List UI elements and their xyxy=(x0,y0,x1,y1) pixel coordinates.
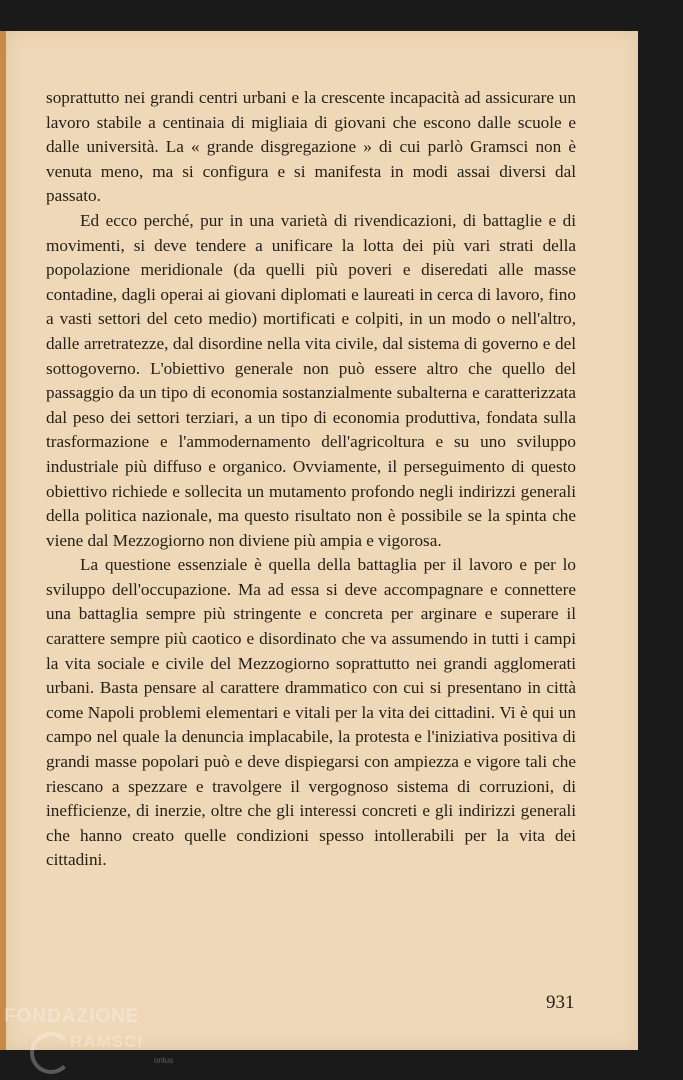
paragraph-1: soprattutto nei grandi centri urbani e la crescente incapacità ad assicurare un lavoro stabile a centinaia di migliaia di giovani che escono dalle scuole e dalle università. La « grande disgregazione » di cui parlò Gramsci non è venuta meno, ma si configura e si manifesta in modi assai diversi dal passato. xyxy=(46,88,576,206)
watermark-line-1: FONDAZIONE xyxy=(4,1006,140,1027)
body-text xyxy=(46,86,576,873)
paragraph-2: Ed ecco perché, pur in una varietà di rivendicazioni, di battaglie e di movimenti, si deve tendere a unificare la lotta dei più vari strati della popolazione meridionale (da quelli più poveri e diseredati alle masse contadine, dagli operai ai giovani diplomati e laureati in cerca di lavoro, fino a vasti settori del ceto medio) mortificati e colpiti, in un modo o nell'altro, dalle arretratezze, dal disordine nella vita civile, dal sistema di governo e del sottogoverno. L'obiettivo generale non può essere altro che quello del passaggio da un tipo di economia sostanzialmente subalterna e caratterizzata dal peso dei settori terziari, a un tipo di economia produttiva, fondata sulla trasformazione e l'ammodernamento dell'agricoltura e su uno sviluppo industriale più diffuso e organico. Ovviamente, il perseguimento di questo obiettivo richiede e sollecita un mutamento profondo negli indirizzi generali della politica nazionale, ma questo risultato non è possibile se la spinta che viene dal Mezzogiorno non diviene più ampia e vigorosa. xyxy=(46,210,576,550)
watermark-logo xyxy=(4,1006,194,1076)
watermark-line-2: RAMSCI xyxy=(70,1032,144,1051)
watermark-line-3: onlus xyxy=(154,1056,174,1065)
page-number: 931 xyxy=(546,992,575,1013)
watermark-g-icon xyxy=(30,1032,72,1074)
paragraph-3: La questione essenziale è quella della battaglia per il lavoro e per lo sviluppo dell'occupazione. Ma ad essa si deve accompagnare e connettere una battaglia sempre più stringente e concreta per arginare e superare il carattere sempre più caotico e disordinato che va assumendo in tutti i campi la vita sociale e civile del Mezzogiorno soprattutto nei grandi agglomerati urbani. Basta pensare al carattere drammatico con cui si presentano in città come Napoli problemi elementari e vitali per la vita dei cittadini. Vi è qui un campo nel quale la denuncia implacabile, la protesta e l'iniziativa positiva di grandi masse popolari può e deve dispiegarsi con ampiezza e vigore tali che riescano a spezzare e travolgere il vergognoso sistema di corruzioni, di inefficienze, di inerzie, oltre che gli interessi concreti e gli indirizzi generali che hanno creato quelle condizioni spesso intollerabili per la vita dei cittadini. xyxy=(46,555,576,870)
